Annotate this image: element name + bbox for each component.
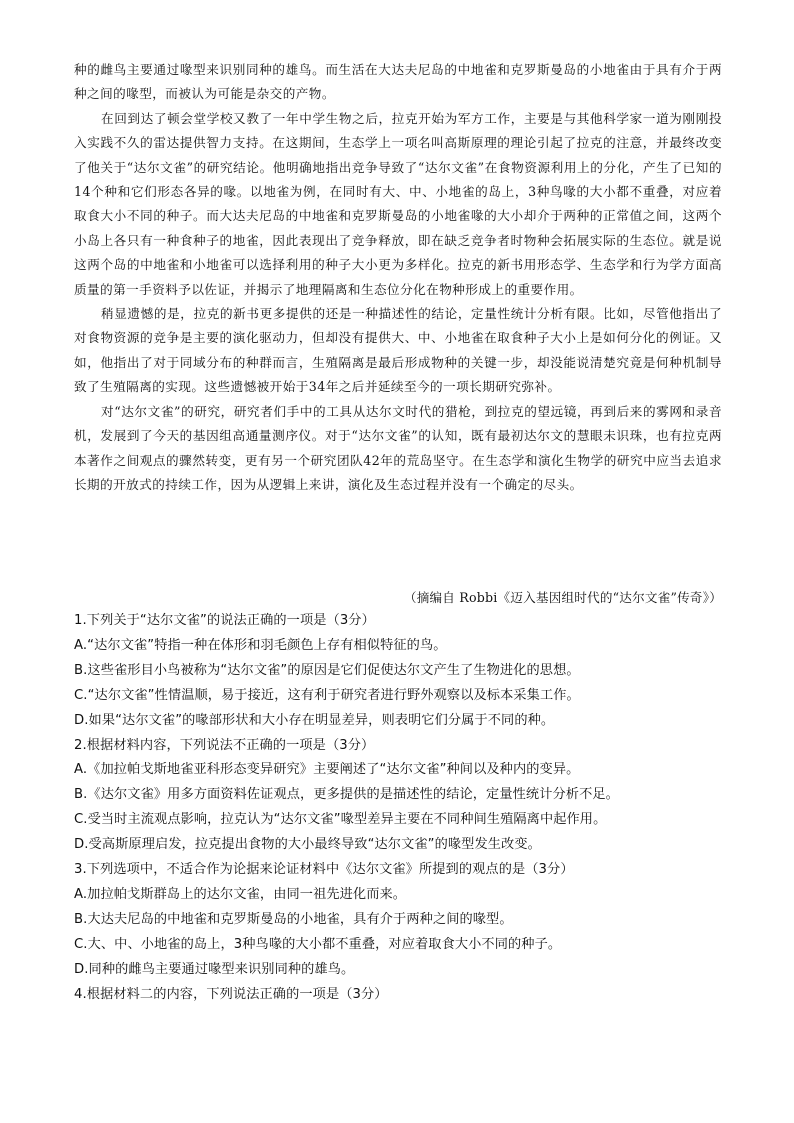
passage-paragraph: 对“达尔文雀”的研究，研究者们手中的工具从达尔文时代的猎枪，到拉克的望远镜，再到后来的雾网和录音机，发展到了今天的基因组高通量测序仪。对于“达尔文雀”的认知，既有最初达尔文的慧眼未识珠，也有拉克两本著作之间观点的骤然转变，更有另一个研究团队42年的荒岛坚守。在生态学和演化生物学的研究中应当去追求长期的开放式的持续工作，因为从逻辑上来讲，演化及生态过程并没有一个确定的尽头。 <box>74 403 722 492</box>
answer-option: A.《加拉帕戈斯地雀亚科形态变异研究》主要阐述了“达尔文雀”种间以及种内的变异。 <box>74 762 580 778</box>
question-stem: 3.下列选项中，不适合作为论据来论证材料中《达尔文雀》所提到的观点的是（3分） <box>74 862 574 878</box>
answer-option: A.加拉帕戈斯群岛上的达尔文雀，由同一祖先进化而来。 <box>74 886 407 902</box>
passage-paragraph: 在回到达了顿会堂学校又教了一年中学生物之后，拉克开始为军方工作，主要是与其他科学家一道为刚刚投入实践不久的雷达提供智力支持。在这期间，生态学上一项名叫高斯原理的理论引起了拉克的注意，并最终改变了他关于“达尔文雀”的研究结论。他明确地指出竞争导致了“达尔文雀”在食物资源利用上的分化，产生了已知的14个种和它们形态各异的喙。以地雀为例，在同时有大、中、小地雀的岛上，3种鸟喙的大小都不重叠，对应着取食大小不同的种子。而大达夫尼岛的中地雀和克罗斯曼岛的小地雀喙的大小却介于两种的正常值之间，这两个小岛上各只有一种食种子的地雀，因此表现出了竞争释放，即在缺乏竞争者时物种会拓展实际的生态位。就是说这两个岛的中地雀和小地雀可以选择利用的种子大小更为多样化。拉克的新书用形态学、生态学和行为学方面高质量的第一手资料予以佐证，并揭示了地理隔离和生态位分化在物种形成上的重要作用。 <box>74 110 722 297</box>
answer-option: B.《达尔文雀》用多方面资料佐证观点，更多提供的是描述性的结论，定量性统计分析不足。 <box>74 787 619 803</box>
passage-source: （摘编自 Robbi《迈入基因组时代的“达尔文雀”传奇》） <box>403 590 722 605</box>
passage-paragraph: 种的雌鸟主要通过喙型来识别同种的雄鸟。而生活在大达夫尼岛的中地雀和克罗斯曼岛的小地雀由于具有介于两种之间的喙型，而被认为可能是杂交的产物。 <box>74 62 722 102</box>
passage-paragraph: 稍显遗憾的是，拉克的新书更多提供的还是一种描述性的结论，定量性统计分析有限。比如，尽管他指出了对食物资源的竞争是主要的演化驱动力，但却没有提供大、中、小地雀在取食种子大小上是如何分化的例证。又如，他指出了对于同域分布的种群而言，生殖隔离是最后形成物种的关键一步，却没能说清楚究竟是何种机制导致了生殖隔离的实现。这些遗憾被开始于34年之后并延续至今的一项长期研究弥补。 <box>74 306 722 395</box>
answer-option: C.受当时主流观点影响，拉克认为“达尔文雀”喙型差异主要在不同种间生殖隔离中起作用。 <box>74 812 607 828</box>
question-stem: 4.根据材料二的内容，下列说法正确的一项是（3分） <box>74 986 388 1002</box>
answer-option: B.这些雀形目小鸟被称为“达尔文雀”的原因是它们促使达尔文产生了生物进化的思想。 <box>74 662 580 678</box>
answer-option: D.同种的雌鸟主要通过喙型来识别同种的雄鸟。 <box>74 961 355 977</box>
answer-option: C.“达尔文雀”性情温顺，易于接近，这有利于研究者进行野外观察以及标本采集工作。 <box>74 687 580 703</box>
question-stem: 1.下列关于“达尔文雀”的说法正确的一项是（3分） <box>74 613 375 628</box>
answer-option: A.“达尔文雀”特指一种在体形和羽毛颜色上存有相似特征的鸟。 <box>74 637 447 653</box>
answer-option: C.大、中、小地雀的岛上，3种鸟喙的大小都不重叠，对应着取食大小不同的种子。 <box>74 936 562 952</box>
question-stem: 2.根据材料内容，下列说法不正确的一项是（3分） <box>74 737 375 753</box>
answer-option: D.受高斯原理启发，拉克提出食物的大小最终导致“达尔文雀”的喙型发生改变。 <box>74 837 541 853</box>
answer-option: B.大达夫尼岛的中地雀和克罗斯曼岛的小地雀，具有介于两种之间的喙型。 <box>74 911 513 927</box>
reading-passage <box>74 58 722 497</box>
question-list <box>74 609 734 1008</box>
answer-option: D.如果“达尔文雀”的喙部形状和大小存在明显差异，则表明它们分属于不同的种。 <box>74 712 555 728</box>
